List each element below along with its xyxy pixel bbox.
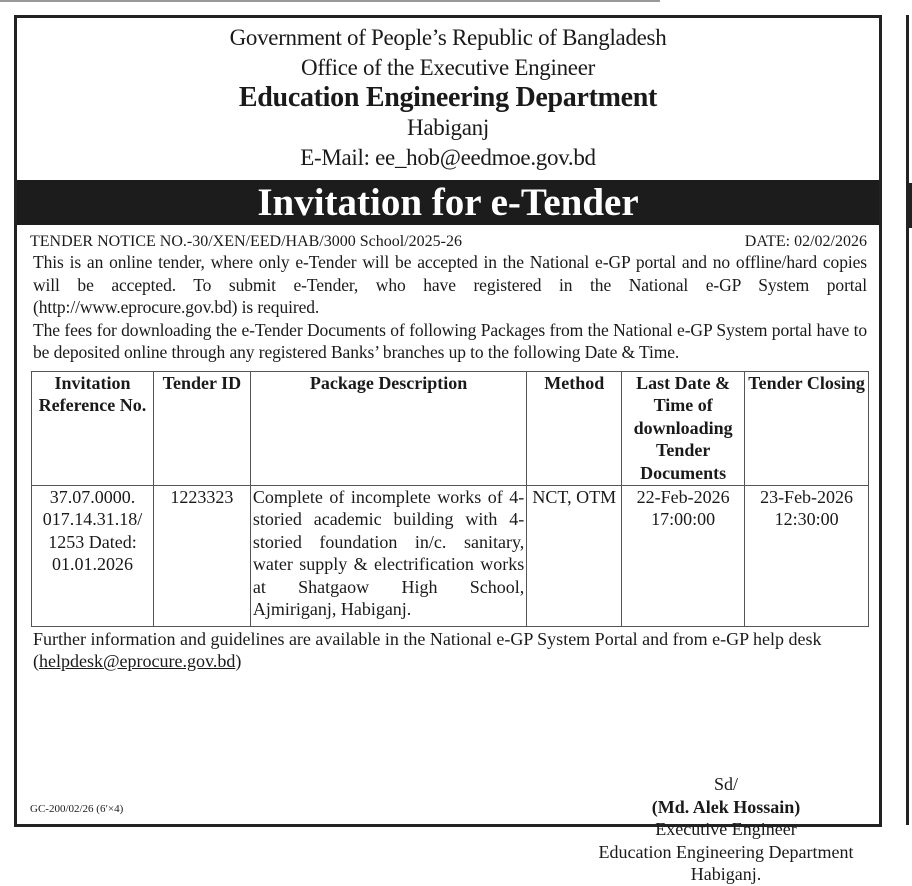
col-header-description: Package Description — [250, 371, 526, 485]
gc-code: GC-200/02/26 (6′×4) — [30, 803, 124, 815]
helpdesk-email-link[interactable]: helpdesk@eprocure.gov.bd — [39, 651, 236, 671]
cell-reference: 37.07.0000. 017.14.31.18/ 1253 Dated: 01.01.2026 — [32, 485, 154, 626]
further-info — [17, 627, 879, 673]
tender-notice — [14, 15, 882, 827]
notice-number: TENDER NOTICE NO.-30/XEN/EED/HAB/3000 School/2025-26 — [30, 233, 462, 250]
cell-tender-id: 1223323 — [153, 485, 250, 626]
col-header-reference: Invitation Reference No. — [32, 371, 154, 485]
signatory-department: Education Engineering Department — [598, 841, 854, 862]
paragraph-online-tender: This is an online tender, where only e-Tender will be accepted in the National e-GP portal and no offline/hard copies will be accepted. To submit e-Tender, who have registered in the National e-GP System portal (http://www.eprocure.gov.bd) is required. — [33, 252, 867, 317]
signatory-title: Executive Engineer — [655, 819, 797, 839]
notice-meta — [17, 225, 879, 251]
cell-closing: 23-Feb-2026 12:30:00 — [745, 485, 869, 626]
page-edge-line — [0, 0, 660, 2]
office-line: Office of the Executive Engineer — [301, 55, 595, 80]
district-line: Habiganj — [407, 115, 489, 140]
paragraph-fees: The fees for downloading the e-Tender Documents of following Packages from the National e-GP System portal have to be deposited online through any registered Banks’ branches up to the following Date & Time. — [33, 319, 867, 362]
notice-header — [17, 23, 879, 173]
signature-sd: Sd/ — [713, 774, 738, 794]
cell-description: Complete of incomplete works of 4-storied academic building with 4-storied foundation in/c. sanitary, water supply & electrification works at Shatgaow High School, Ajmiriganj, Habiganj. — [250, 485, 526, 626]
cell-method: NCT, OTM — [527, 485, 622, 626]
adjacent-ad-banner — [906, 183, 912, 228]
table-row — [32, 485, 869, 626]
cell-last-date: 22-Feb-2026 17:00:00 — [622, 485, 745, 626]
further-info-close: ) — [235, 651, 242, 671]
col-header-method: Method — [527, 371, 622, 485]
signatory-name: (Md. Alek Hossain) — [651, 796, 801, 817]
department-title: Education Engineering Department — [238, 82, 658, 113]
signature-block — [576, 773, 876, 886]
government-line: Government of People’s Republic of Bangladesh — [229, 25, 667, 50]
title-banner: Invitation for e-Tender — [17, 180, 879, 225]
tender-table — [31, 371, 869, 627]
col-header-tender-id: Tender ID — [153, 371, 250, 485]
col-header-closing: Tender Closing — [745, 371, 869, 485]
signatory-district: Habiganj. — [690, 864, 762, 884]
email-line: E-Mail: ee_hob@eedmoe.gov.bd — [300, 145, 596, 170]
notice-date: DATE: 02/02/2026 — [744, 233, 867, 250]
further-info-text: Further information and guidelines are available in the National e-GP System Portal and from e-GP help desk ( — [33, 628, 822, 671]
adjacent-ad-border — [906, 15, 912, 825]
table-header-row — [32, 371, 869, 485]
col-header-last-date: Last Date & Time of downloading Tender Documents — [622, 371, 745, 485]
